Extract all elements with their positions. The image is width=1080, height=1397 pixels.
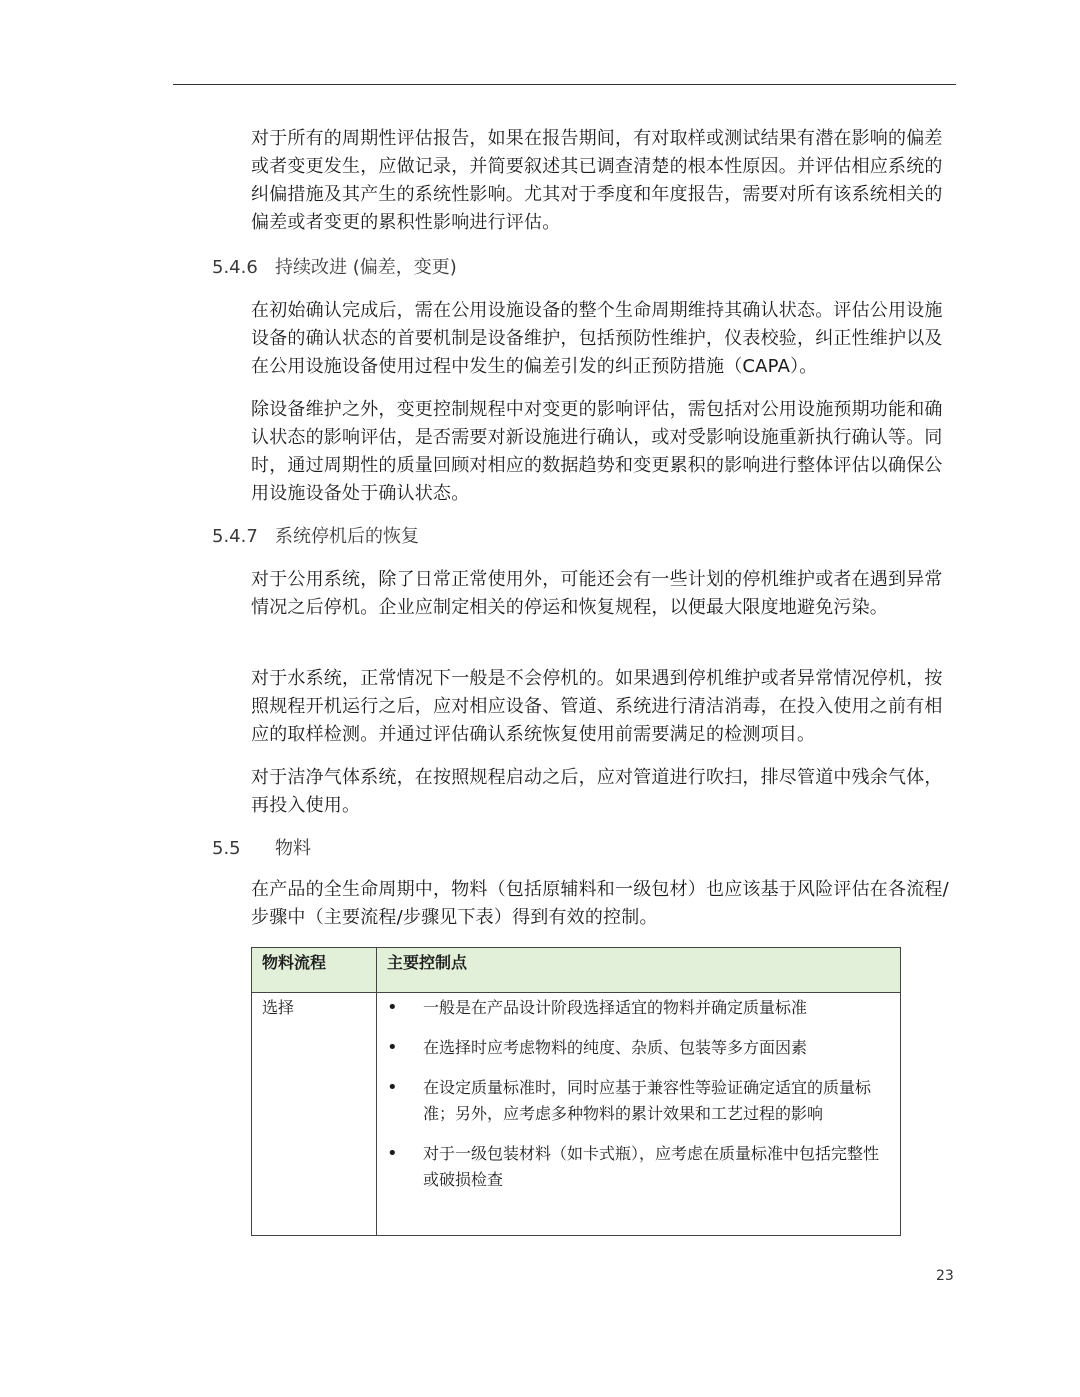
list-item: • 在设定质量标准时，同时应基于兼容性等验证确定适宜的质量标准；另外，应考虑多种物料的累计效果和工艺过程的影响 — [387, 1075, 890, 1127]
list-item: • 一般是在产品设计阶段选择适宜的物料并确定质量标准 — [387, 995, 890, 1021]
heading-title: 持续改进 (偏差，变更) — [275, 257, 457, 278]
control-points-list — [387, 995, 890, 1193]
heading-title: 系统停机后的恢复 — [275, 526, 419, 547]
heading-5-5 — [212, 835, 311, 863]
table-cell-process: 选择 — [252, 993, 377, 1236]
table-header-control-points: 主要控制点 — [377, 948, 901, 993]
heading-5-4-7 — [212, 523, 419, 551]
header-rule — [173, 84, 956, 85]
paragraph-utility-shutdown: 对于公用系统，除了日常正常使用外，可能还会有一些计划的停机维护或者在遇到异常情况之后停机。企业应制定相关的停运和恢复规程，以便最大限度地避免污染。 — [251, 569, 943, 618]
table-header-process: 物料流程 — [252, 948, 377, 993]
list-item: • 对于一级包装材料（如卡式瓶），应考虑在质量标准中包括完整性或破损检查 — [387, 1141, 890, 1193]
heading-number: 5.5 — [212, 838, 241, 859]
heading-title: 物料 — [275, 838, 311, 859]
paragraph-change-control: 除设备维护之外，变更控制规程中对变更的影响评估，需包括对公用设施预期功能和确认状态的影响评估，是否需要对新设施进行确认，或对受影响设施重新执行确认等。同时，通过周期性的质量回顾对相应的数据趋势和变更累积的影响进行整体评估以确保公用设施设备处于确认状态。 — [251, 399, 943, 504]
table-cell-control-points — [377, 993, 901, 1236]
heading-number: 5.4.7 — [212, 526, 258, 547]
page-number: 23 — [936, 1268, 954, 1284]
paragraph-periodic-report: 对于所有的周期性评估报告，如果在报告期间，有对取样或测试结果有潜在影响的偏差或者变更发生，应做记录，并简要叙述其已调查清楚的根本性原因。并评估相应系统的纠偏措施及其产生的系统性影响。尤其对于季度和年度报告，需要对所有该系统相关的偏差或者变更的累积性影响进行评估。 — [251, 128, 943, 233]
heading-number: 5.4.6 — [212, 257, 258, 278]
list-item: • 在选择时应考虑物料的纯度、杂质、包装等多方面因素 — [387, 1035, 890, 1061]
table-header-row — [252, 948, 901, 993]
paragraph-qualification-state: 在初始确认完成后，需在公用设施设备的整个生命周期维持其确认状态。评估公用设施设备的确认状态的首要机制是设备维护，包括预防性维护，仪表校验，纠正性维护以及在公用设施设备使用过程中发生的偏差引发的纠正预防措施（CAPA）。 — [251, 300, 943, 377]
table-row — [252, 993, 901, 1236]
heading-5-4-6 — [212, 254, 457, 282]
paragraph-water-system: 对于水系统，正常情况下一般是不会停机的。如果遇到停机维护或者异常情况停机，按照规程开机运行之后，应对相应设备、管道、系统进行清洁消毒，在投入使用之前有相应的取样检测。并通过评估确认系统恢复使用前需要满足的检测项目。 — [251, 668, 943, 745]
paragraph-clean-gas: 对于洁净气体系统，在按照规程启动之后，应对管道进行吹扫，排尽管道中残余气体，再投入使用。 — [251, 767, 943, 816]
material-control-table — [251, 947, 901, 1236]
paragraph-material-lifecycle: 在产品的全生命周期中，物料（包括原辅料和一级包材）也应该基于风险评估在各流程/步骤中（主要流程/步骤见下表）得到有效的控制。 — [251, 879, 949, 928]
